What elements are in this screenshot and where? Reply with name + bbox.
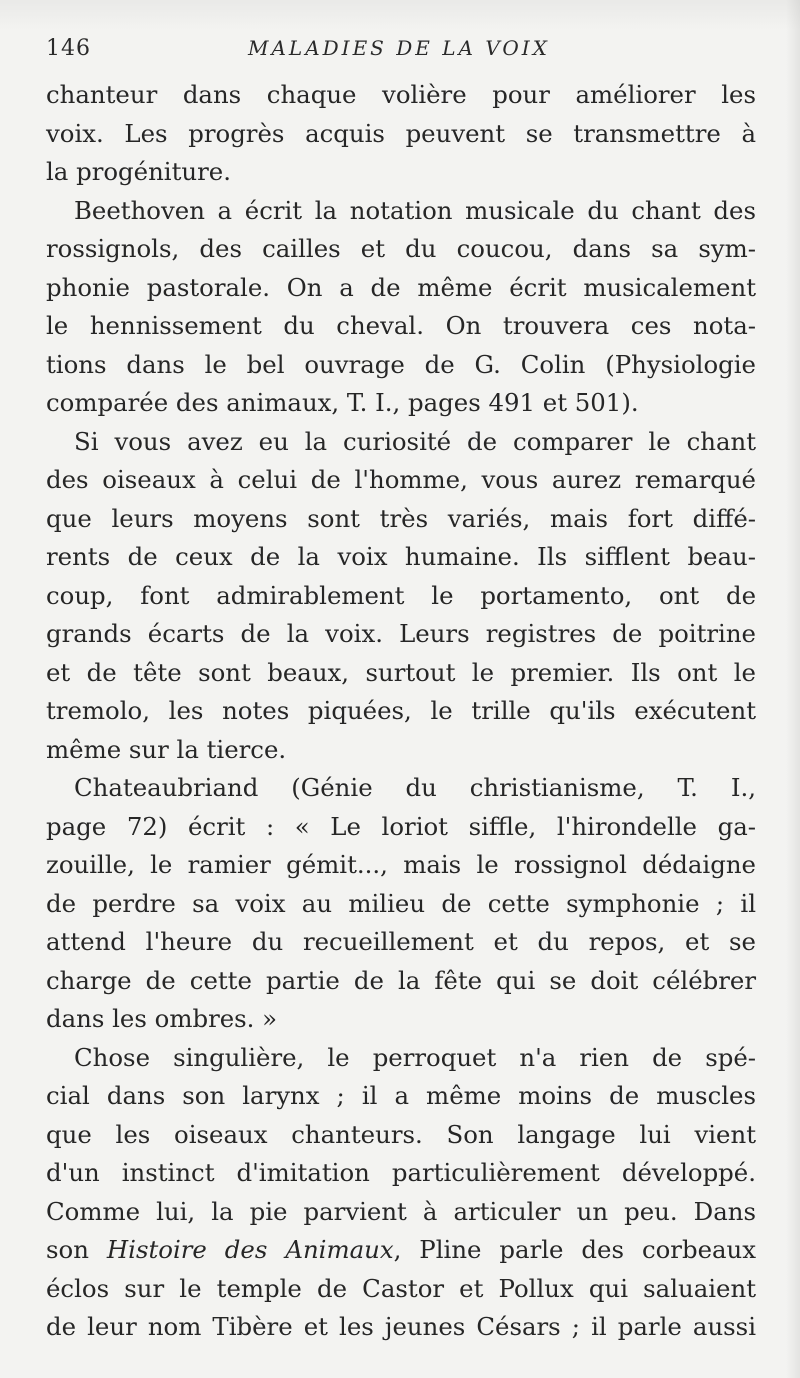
text-line: attend l'heure du recueillement et du repos, et se xyxy=(46,927,756,956)
text-line: coup, font admirablement le portamento, ont de xyxy=(46,580,756,610)
text-line: grands écarts de la voix. Leurs registres de poitrine xyxy=(46,619,756,648)
text-line: cial dans son larynx ; il a même moins de muscles xyxy=(46,1081,756,1110)
text-line: rents de ceux de la voix humaine. Ils sifflent beau- xyxy=(46,542,756,571)
text-line: de leur nom Tibère et les jeunes Césars ; il parle aussi xyxy=(46,1312,756,1341)
running-title: MALADIES DE LA VOIX xyxy=(248,36,550,60)
text-line: même sur la tierce. xyxy=(46,734,287,764)
text-line: Chose singulière, le perroquet n'a rien de spé- xyxy=(74,1042,756,1072)
scan-shadow-top xyxy=(0,0,800,30)
text-line: Chateaubriand (Génie du christianisme, T. I., xyxy=(74,773,756,802)
text-line: le hennissement du cheval. On trouvera ces nota- xyxy=(46,311,756,340)
text-line: phonie pastorale. On a de même écrit musicalement xyxy=(46,272,756,302)
text-line: rossignols, des cailles et du coucou, dans sa sym- xyxy=(46,234,756,263)
text-line: que leurs moyens sont très variés, mais fort diffé- xyxy=(46,503,756,533)
text-line: tremolo, les notes piquées, le trille qu'ils exécutent xyxy=(46,696,756,725)
text-line: son Histoire des Animaux, Pline parle des corbeaux xyxy=(46,1235,757,1264)
text-line: des oiseaux à celui de l'homme, vous aurez remarqué xyxy=(46,465,756,494)
text-line: dans les ombres. » xyxy=(46,1004,278,1033)
text-line: voix. Les progrès acquis peuvent se transmettre à xyxy=(46,118,756,148)
text-line: la progéniture. xyxy=(46,157,231,186)
text-line: page 72) écrit : « Le loriot siffle, l'hirondelle ga- xyxy=(46,811,756,841)
text-line: zouille, le ramier gémit..., mais le rossignol dédaigne xyxy=(46,850,756,879)
text-line: charge de cette partie de la fête qui se doit célébrer xyxy=(46,965,756,995)
page-header xyxy=(46,30,756,64)
text-line: Si vous avez eu la curiosité de comparer le chant xyxy=(74,426,756,456)
italic-title: Histoire des Animaux xyxy=(106,1235,394,1264)
body-text xyxy=(46,76,756,1347)
text-line: d'un instinct d'imitation particulièrement développé. xyxy=(46,1158,756,1187)
text-line: chanteur dans chaque volière pour améliorer les xyxy=(46,80,756,109)
text-line: Comme lui, la pie parvient à articuler un peu. Dans xyxy=(46,1196,756,1226)
text-line: et de tête sont beaux, surtout le premier. Ils ont le xyxy=(46,657,756,687)
scan-shadow-right xyxy=(786,0,800,1378)
text-line: éclos sur le temple de Castor et Pollux qui saluaient xyxy=(46,1273,756,1303)
text-line: Beethoven a écrit la notation musicale du chant des xyxy=(74,195,756,225)
text-line: tions dans le bel ouvrage de G. Colin (Physiologie xyxy=(46,349,756,379)
text-line: de perdre sa voix au milieu de cette symphonie ; il xyxy=(46,888,756,918)
text-line: que les oiseaux chanteurs. Son langage lui vient xyxy=(46,1119,756,1149)
page-number: 146 xyxy=(46,36,91,61)
text-line: comparée des animaux, T. I., pages 491 et 501). xyxy=(46,388,639,417)
